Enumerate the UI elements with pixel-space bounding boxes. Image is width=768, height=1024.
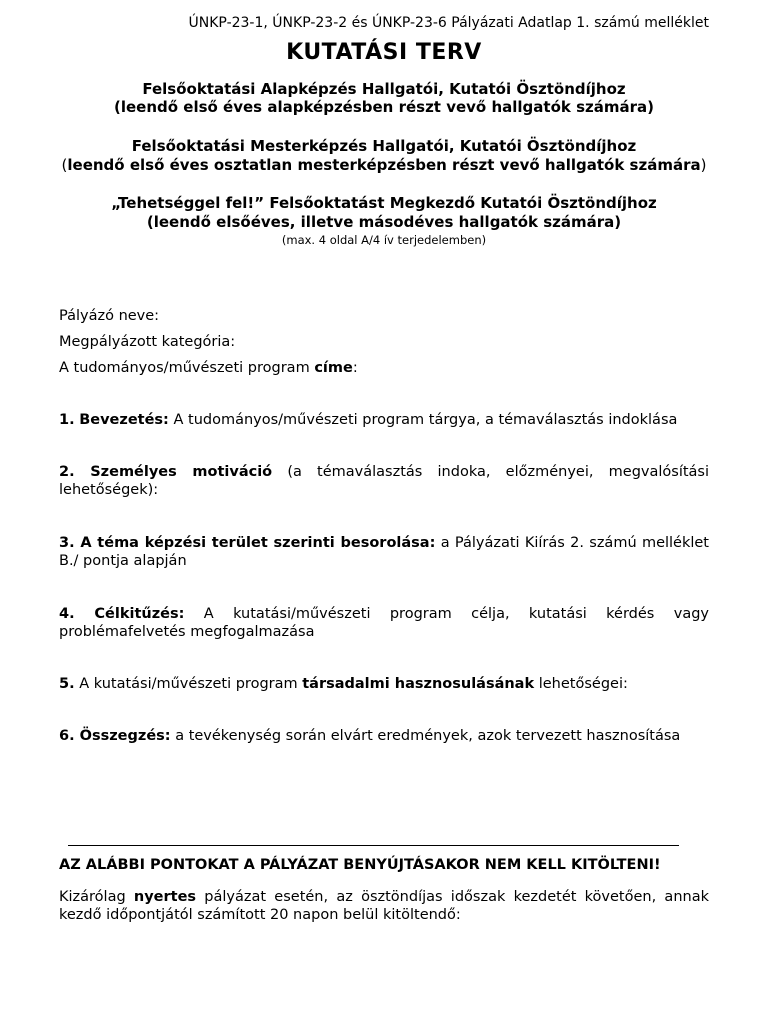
section-5-social-utilization: 5. A kutatási/művészeti program társadalmi hasznosulásának lehetőségei: — [59, 676, 628, 692]
scholarship-3-name: „Tehetséggel fel!” Felsőoktatást Megkezdő Kutatói Ösztöndíjhoz — [111, 194, 657, 212]
program-title-field: A tudományos/művészeti program címe: — [59, 360, 358, 376]
document-title: KUTATÁSI TERV — [286, 40, 482, 65]
applicant-name-field: Pályázó neve: — [59, 308, 160, 324]
section-4-objectives: 4. Célkitűzés: A kutatási/művészeti program célja, kutatási kérdés vagy problémafelvetés megfogalmazása — [59, 606, 709, 640]
scholarship-1-name: Felsőoktatási Alapképzés Hallgatói, Kutatói Ösztöndíjhoz — [142, 80, 626, 98]
scholarship-2-name: Felsőoktatási Mesterképzés Hallgatói, Kutatói Ösztöndíjhoz — [131, 137, 637, 155]
scholarship-3-audience: (leendő elsőéves, illetve másodéves hallgatók számára) — [146, 213, 622, 231]
section-1-introduction: 1. Bevezetés: A tudományos/művészeti program tárgya, a témaválasztás indoklása — [59, 412, 678, 428]
length-note: (max. 4 oldal A/4 ív terjedelemben) — [281, 233, 487, 247]
not-required-warning: AZ ALÁBBI PONTOKAT A PÁLYÁZAT BENYÚJTÁSAKOR NEM KELL KITÖLTENI! — [59, 857, 661, 873]
section-3-classification: 3. A téma képzési terület szerinti besorolása: a Pályázati Kiírás 2. számú melléklet B./ pontja alapján — [59, 535, 709, 569]
section-2-motivation: 2. Személyes motiváció (a témaválasztás indoka, előzményei, megvalósítási lehetőségek): — [59, 464, 709, 498]
winner-only-note: Kizárólag nyertes pályázat esetén, az ösztöndíjas időszak kezdetét követően, annak kezdő időpontjától számított 20 napon belül kitöltendő: — [59, 889, 709, 923]
annex-reference: ÚNKP-23-1, ÚNKP-23-2 és ÚNKP-23-6 Pályázati Adatlap 1. számú melléklet — [188, 15, 709, 31]
scholarship-1-audience: (leendő első éves alapképzésben részt vevő hallgatók számára) — [114, 98, 654, 116]
separator-line — [68, 845, 679, 846]
scholarship-2-audience: (leendő első éves osztatlan mesterképzésben részt vevő hallgatók számára) — [61, 156, 707, 174]
category-field: Megpályázott kategória: — [59, 334, 236, 350]
section-6-summary: 6. Összegzés: a tevékenység során elvárt eredmények, azok tervezett hasznosítása — [59, 728, 681, 744]
